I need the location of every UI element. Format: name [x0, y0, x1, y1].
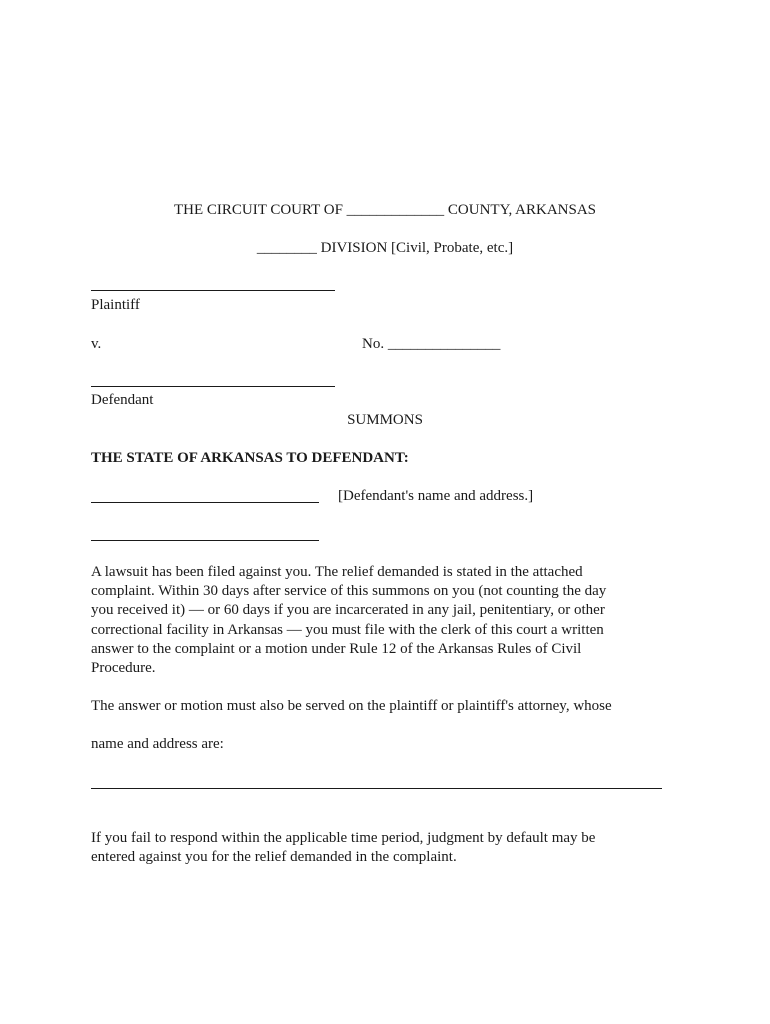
attorney-address-blank[interactable]	[91, 788, 662, 789]
division-heading: ________ DIVISION [Civil, Probate, etc.]	[256, 240, 514, 256]
lawsuit-paragraph	[91, 563, 681, 678]
paragraph-line: If you fail to respond within the applicable time period, judgment by default may be	[91, 830, 596, 846]
paragraph-line: A lawsuit has been filed against you. The relief demanded is stated in the attached	[91, 564, 583, 580]
default-judgment-paragraph	[91, 829, 681, 867]
court-heading: THE CIRCUIT COURT OF _____________ COUNTY, ARKANSAS	[173, 202, 597, 218]
plaintiff-name-blank[interactable]	[91, 290, 335, 291]
paragraph-line: entered against you for the relief demanded in the complaint.	[91, 849, 457, 866]
case-number-label: No. _______________	[362, 336, 501, 352]
paragraph-line: you received it) — or 60 days if you are incarcerated in any jail, penitentiary, or other	[91, 602, 605, 619]
paragraph-line: correctional facility in Arkansas — you must file with the clerk of this court a written	[91, 621, 604, 638]
defendant-name-hint: [Defendant's name and address.]	[338, 488, 534, 504]
defendant-name-blank[interactable]	[91, 386, 335, 387]
versus-label: v.	[91, 336, 102, 352]
paragraph-line: Procedure.	[91, 660, 156, 677]
service-paragraph-cont: name and address are:	[91, 736, 224, 752]
state-to-defendant-heading: THE STATE OF ARKANSAS TO DEFENDANT:	[91, 450, 409, 466]
defendant-label: Defendant	[91, 392, 154, 408]
defendant-address-blank-2[interactable]	[91, 540, 319, 541]
document-title: SUMMONS	[347, 412, 423, 428]
service-paragraph: The answer or motion must also be served on the plaintiff or plaintiff's attorney, whose	[91, 698, 612, 714]
paragraph-line: answer to the complaint or a motion under Rule 12 of the Arkansas Rules of Civil	[91, 640, 582, 657]
defendant-address-blank-1[interactable]	[91, 502, 319, 503]
plaintiff-label: Plaintiff	[91, 297, 140, 313]
paragraph-line: complaint. Within 30 days after service of this summons on you (not counting the day	[91, 583, 607, 600]
